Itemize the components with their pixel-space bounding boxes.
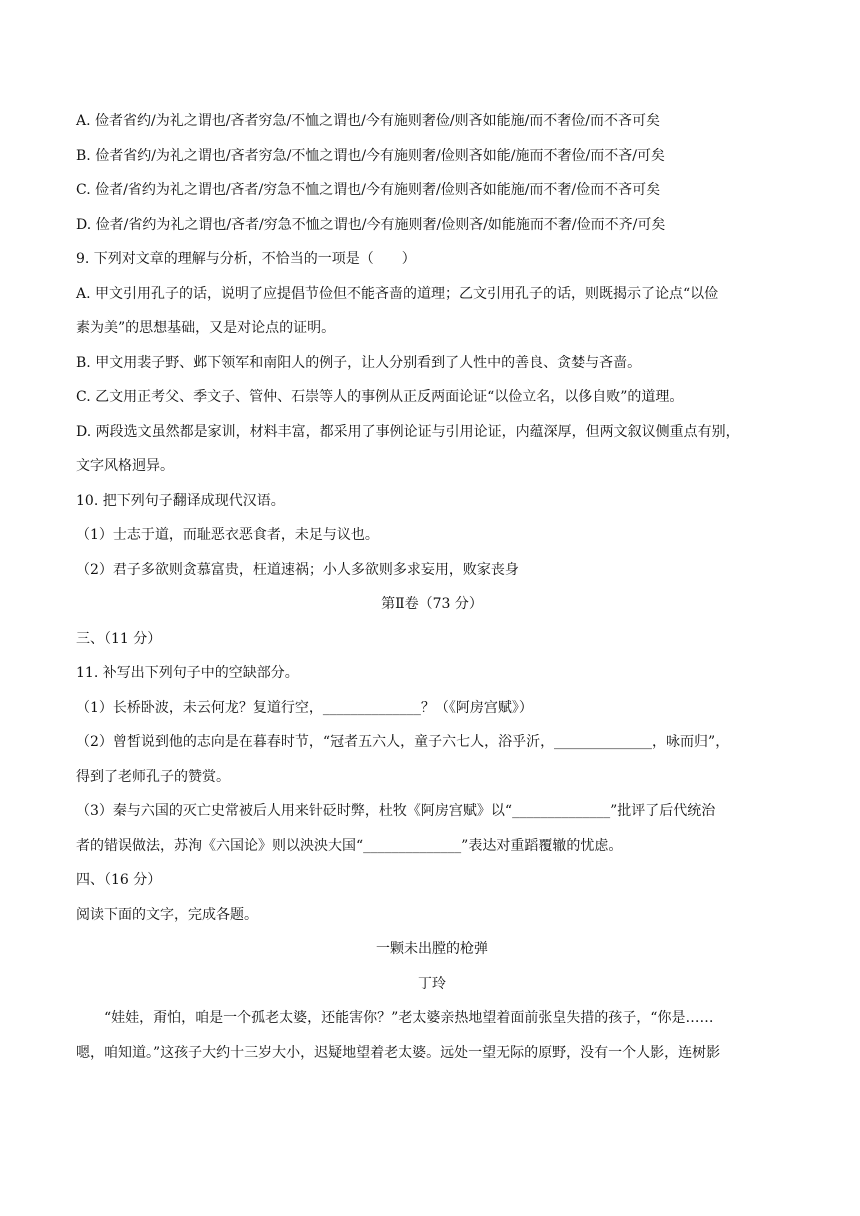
- q9-option-a-line2: 素为美”的思想基础，又是对论点的证明。: [76, 320, 336, 336]
- q9-option-d-line2: 文字风格迥异。: [76, 458, 174, 474]
- passage-paragraph-line2: 嗯，咱知道。”这孩子大约十三岁大小，迟疑地望着老太婆。远处一望无际的原野，没有一个人影，连树影: [76, 1044, 721, 1061]
- q10-sentence-1: （1）士志于道，而耻恶衣恶食者，未足与议也。: [76, 527, 379, 543]
- passage-paragraph-line1: “娃娃，甭怕，咱是一个孤老太婆，还能害你？”老太婆亲热地望着面前张皇失措的孩子，“你是……: [104, 1010, 714, 1026]
- reading-instruction: 阅读下面的文字，完成各题。: [76, 906, 258, 923]
- q8-option-d: D. 俭者/省约为礼之谓也/吝者/穷急不恤之谓也/今有施则奢/俭则吝/如能施而不奢/俭而不齐/可矣: [76, 216, 666, 233]
- q9-option-a-line1: A. 甲文引用孔子的话，说明了应提倡节俭但不能吝啬的道理；乙文引用孔子的话，则既揭示了论点“以俭: [76, 285, 719, 302]
- passage-title: 一颗未出膛的枪弹: [376, 941, 488, 957]
- q11-item-1: （1）长桥卧波，未云何龙？复道行空，______________？（《阿房宫赋》）: [76, 699, 533, 716]
- part2-title: 第Ⅱ卷（73 分）: [381, 596, 483, 612]
- q9-option-c: C. 乙文用正考父、季文子、管仲、石崇等人的事例从正反两面论证“以俭立名，以侈自败”的道理。: [76, 389, 684, 405]
- section3-heading: 三、（11 分）: [76, 630, 162, 647]
- exam-page: [76, 104, 788, 1070]
- q11-item-2-line1: （2）曾皙说到他的志向是在暮春时节，“冠者五六人，童子六七人，浴乎沂，______________，咏而归”，: [76, 734, 730, 750]
- q9-option-b: B. 甲文用裴子野、邺下领军和南阳人的例子，让人分别看到了人性中的善良、贪婪与吝啬。: [76, 354, 642, 371]
- q9-option-d-line1: D. 两段选文虽然都是家训，材料丰富，都采用了事例论证与引用论证，内蕴深厚，但两文叙议侧重点有别，: [76, 423, 740, 440]
- q11-stem: 11. 补写出下列句子中的空缺部分。: [76, 665, 299, 681]
- q8-option-c: C. 俭者/省约为礼之谓也/吝者/穷急不恤之谓也/今有施则奢/俭则吝如能施/而不奢/俭而不吝可矣: [76, 182, 661, 198]
- q11-item-2-line2: 得到了老师孔子的赞赏。: [76, 768, 230, 785]
- section4-heading: 四、（16 分）: [76, 872, 162, 888]
- q9-stem: 9. 下列对文章的理解与分析，不恰当的一项是（ ）: [76, 251, 416, 267]
- q8-option-a: A. 俭者省约/为礼之谓也/吝者穷急/不恤之谓也/今有施则奢俭/则吝如能施/而不奢俭/而不吝可矣: [76, 113, 661, 129]
- q8-option-b: B. 俭者省约/为礼之谓也/吝者穷急/不恤之谓也/今有施则奢/俭则吝如能/施而不奢俭/而不吝/可矣: [76, 147, 665, 164]
- q10-stem: 10. 把下列句子翻译成现代汉语。: [76, 492, 285, 509]
- passage-author: 丁玲: [418, 975, 446, 992]
- q11-item-3-line1: （3）秦与六国的灭亡史常被后人用来针砭时弊，杜牧《阿房宫赋》以“______________”批评了后代统治: [76, 803, 716, 819]
- q10-sentence-2: （2）君子多欲则贪慕富贵，枉道速祸；小人多欲则多求妄用，败家丧身: [76, 561, 519, 578]
- q11-item-3-line2: 者的错误做法，苏洵《六国论》则以泱泱大国“______________”表达对重蹈覆辙的忧虑。: [76, 837, 623, 854]
